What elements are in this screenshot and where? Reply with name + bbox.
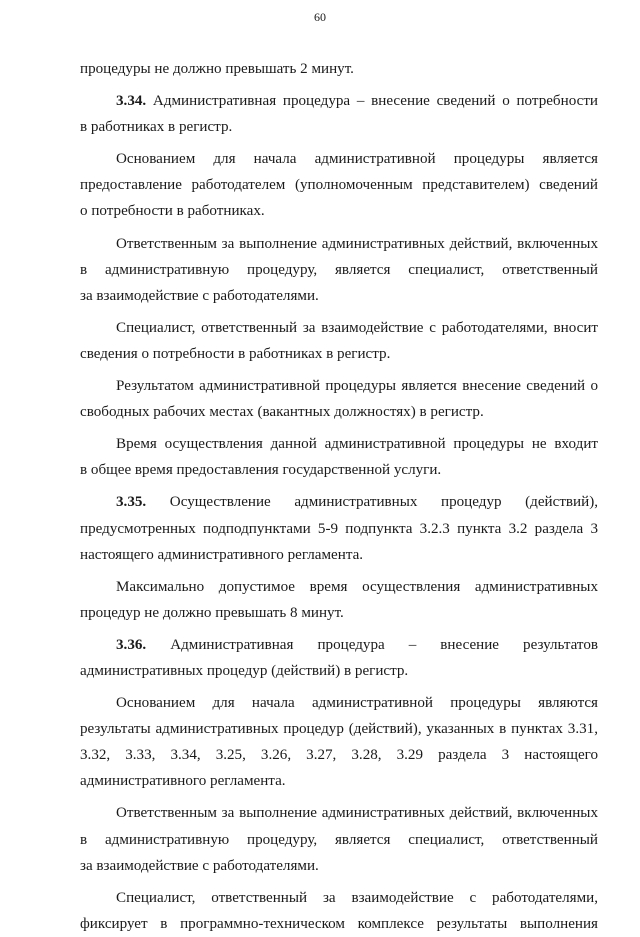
text-line: административных процедур (действий) в регистр. <box>80 662 409 679</box>
paragraph <box>80 885 598 937</box>
text-line: Ответственным за выполнение административных действий, включенных <box>116 805 598 822</box>
text-line: предоставление работодателем (уполномоченным представителем) сведений <box>80 177 598 194</box>
paragraph-continuation <box>80 56 598 82</box>
text-line: фиксирует в программно-техническом комплексе результаты выполнения <box>80 915 598 932</box>
text-line: о потребности в работниках. <box>80 203 265 220</box>
section-number: 3.36. <box>116 636 147 653</box>
paragraph <box>80 315 598 367</box>
text-line: в административную процедуру, является специалист, ответственный <box>80 261 598 278</box>
text-line: Время осуществления данной административной процедуры не входит <box>116 436 598 453</box>
section-number: 3.35. <box>116 494 147 511</box>
text-line: процедур не должно превышать 8 минут. <box>80 604 344 621</box>
text-line: Результатом административной процедуры является внесение сведений о <box>116 378 598 395</box>
document-body <box>80 56 598 937</box>
text-line: административного регламента. <box>80 773 286 790</box>
text-line: в работниках в регистр. <box>80 119 233 136</box>
text-line: в административную процедуру, является специалист, ответственный <box>80 831 598 848</box>
text-line <box>80 632 598 658</box>
text-line: 3.32, 3.33, 3.34, 3.25, 3.26, 3.27, 3.28, 3.29 раздела 3 настоящего <box>80 747 598 764</box>
text-line: Основанием для начала административной процедуры являются <box>116 695 598 712</box>
text-line: процедуры не должно превышать 2 минут. <box>80 61 354 77</box>
text-span: Административная процедура – внесение сведений о потребности <box>146 93 598 110</box>
text-line: свободных рабочих местах (вакантных должностях) в регистр. <box>80 404 484 421</box>
text-line: за взаимодействие с работодателями. <box>80 287 319 304</box>
text-line: Ответственным за выполнение административных действий, включенных <box>116 235 598 252</box>
text-line: Основанием для начала административной процедуры является <box>116 151 598 168</box>
text-line: за взаимодействие с работодателями. <box>80 857 319 874</box>
paragraph <box>80 373 598 425</box>
page-number: 60 <box>314 10 326 24</box>
paragraph <box>80 574 598 626</box>
text-line: настоящего административного регламента. <box>80 546 364 563</box>
text-line: Специалист, ответственный за взаимодействие с работодателями, <box>116 889 598 906</box>
text-line <box>80 88 598 114</box>
text-span: Осуществление административных процедур (действий), <box>146 494 598 511</box>
paragraph-3-35 <box>80 489 598 567</box>
paragraph <box>80 431 598 483</box>
text-line: Специалист, ответственный за взаимодействие с работодателями, вносит <box>116 319 598 336</box>
paragraph-3-34 <box>80 88 598 140</box>
text-line: Максимально допустимое время осуществления административных <box>116 578 598 595</box>
paragraph <box>80 690 598 794</box>
text-line <box>80 489 598 515</box>
text-span: Административная процедура – внесение результатов <box>146 636 598 653</box>
paragraph-3-36 <box>80 632 598 684</box>
text-line: в общее время предоставления государственной услуги. <box>80 462 442 479</box>
text-line: предусмотренных подподпунктами 5-9 подпункта 3.2.3 пункта 3.2 раздела 3 <box>80 520 598 537</box>
section-number: 3.34. <box>116 93 147 110</box>
text-line: сведения о потребности в работниках в регистр. <box>80 345 391 362</box>
paragraph <box>80 231 598 309</box>
text-line: результаты административных процедур (действий), указанных в пунктах 3.31, <box>80 721 598 738</box>
paragraph <box>80 146 598 224</box>
paragraph <box>80 800 598 878</box>
